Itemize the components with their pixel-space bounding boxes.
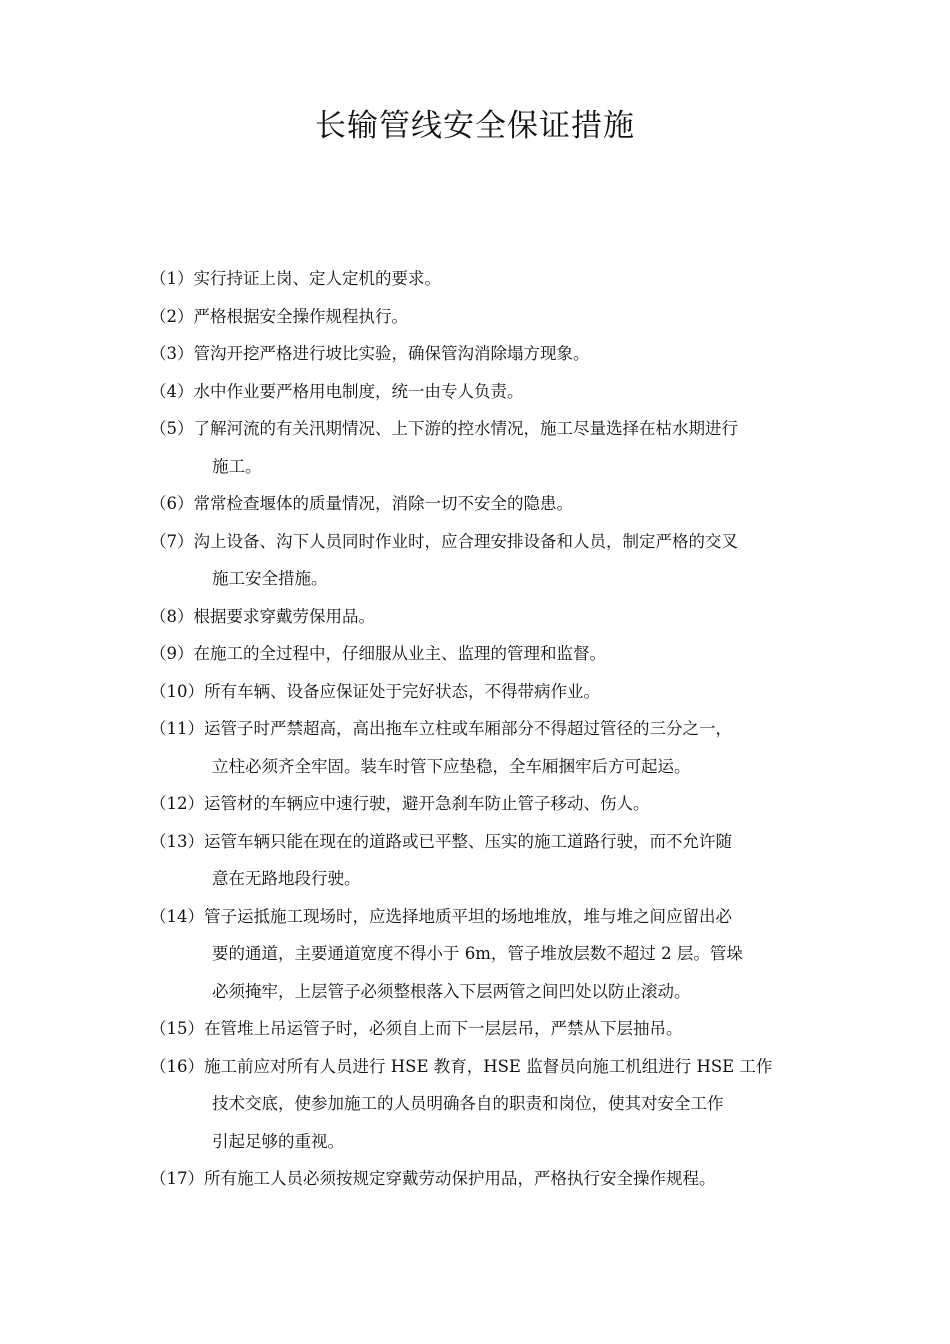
list-item-line-text: 运管车辆只能在现在的道路或已平整、压实的施工道路行驶，而不允许随 xyxy=(204,831,732,851)
list-item-number: （3） xyxy=(150,344,194,363)
list-item-number: （15） xyxy=(150,1019,204,1038)
list-item-line-text: 所有车辆、设备应保证处于完好状态，不得带病作业。 xyxy=(204,681,600,701)
list-item xyxy=(150,898,830,1011)
list-item-text xyxy=(150,335,830,373)
list-item-number: （1） xyxy=(150,269,194,288)
list-item-text xyxy=(150,523,830,598)
list-item-number: （5） xyxy=(150,419,194,438)
list-item-number: （4） xyxy=(150,381,194,401)
list-item xyxy=(150,598,830,636)
list-item-first-line xyxy=(150,485,830,523)
list-item-first-line xyxy=(150,1160,830,1198)
list-item-line-text: 了解河流的有关汛期情况、上下游的控水情况，施工尽量选择在枯水期进行 xyxy=(193,419,738,438)
list-item xyxy=(150,635,830,673)
list-item-number: （8） xyxy=(150,606,194,626)
list-item-text xyxy=(150,373,830,411)
list-item xyxy=(150,1048,830,1161)
list-item-line-text: 实行持证上岗、定人定机的要求。 xyxy=(193,269,441,288)
list-item-first-line xyxy=(150,673,830,711)
list-item xyxy=(150,260,830,298)
list-item xyxy=(150,710,830,785)
list-item-line-text: 意在无路地段行驶。 xyxy=(212,869,361,888)
list-item-text xyxy=(150,298,830,336)
list-item-continuation-line xyxy=(150,560,830,598)
list-item-continuation-line xyxy=(150,1123,830,1161)
list-item xyxy=(150,523,830,598)
list-item-line-text: 要的通道，主要通道宽度不得小于 6m，管子堆放层数不超过 2 层。管垛 xyxy=(212,944,743,963)
list-item-first-line xyxy=(150,298,830,336)
list-item-first-line xyxy=(150,373,830,411)
list-item-text xyxy=(150,898,830,1011)
list-item xyxy=(150,410,830,485)
list-item-first-line xyxy=(150,823,830,861)
list-item-text xyxy=(150,1048,830,1161)
list-item xyxy=(150,785,830,823)
list-item-line-text: 常常检查堰体的质量情况，消除一切不安全的隐患。 xyxy=(193,494,573,513)
list-item-line-text: 运管材的车辆应中速行驶，避开急刹车防止管子移动、伤人。 xyxy=(204,794,650,813)
list-item xyxy=(150,298,830,336)
list-item-first-line xyxy=(150,335,830,373)
list-item-line-text: 管子运抵施工现场时，应选择地质平坦的场地堆放，堆与堆之间应留出必 xyxy=(204,906,732,926)
list-item xyxy=(150,823,830,898)
list-item-continuation-line xyxy=(150,935,830,973)
list-item-continuation-line xyxy=(150,860,830,898)
list-item-first-line xyxy=(150,523,830,561)
list-item-text xyxy=(150,1160,830,1198)
list-item-number: （17） xyxy=(150,1169,204,1188)
list-item-text xyxy=(150,785,830,823)
list-item-line-text: 运管子时严禁超高，高出拖车立柱或车厢部分不得超过管径的三分之一， xyxy=(204,719,732,738)
list-item-number: （13） xyxy=(150,831,204,851)
list-item-first-line xyxy=(150,1048,830,1086)
list-item xyxy=(150,673,830,711)
list-item-line-text: 在管堆上吊运管子时，必须自上而下一层层吊，严禁从下层抽吊。 xyxy=(204,1019,683,1038)
list-item-first-line xyxy=(150,260,830,298)
list-item-line-text: 立柱必须齐全牢固。装车时管下应垫稳，全车厢捆牢后方可起运。 xyxy=(212,756,691,776)
list-item-first-line xyxy=(150,635,830,673)
list-item-line-text: 施工。 xyxy=(212,456,262,476)
list-item-line-text: 水中作业要严格用电制度，统一由专人负责。 xyxy=(193,381,524,401)
list-item-text xyxy=(150,635,830,673)
list-item xyxy=(150,373,830,411)
list-item-line-text: 根据要求穿戴劳保用品。 xyxy=(193,606,375,626)
list-item-first-line xyxy=(150,710,830,748)
list-item-number: （14） xyxy=(150,906,204,926)
list-item-number: （6） xyxy=(150,494,194,513)
list-item-line-text: 沟上设备、沟下人员同时作业时，应合理安排设备和人员，制定严格的交叉 xyxy=(193,531,738,551)
list-item-continuation-line xyxy=(150,448,830,486)
list-item-continuation-line xyxy=(150,1085,830,1123)
list-item-number: （10） xyxy=(150,681,204,701)
list-item-line-text: 施工前应对所有人员进行 HSE 教育，HSE 监督员向施工机组进行 HSE 工作 xyxy=(204,1056,773,1076)
list-item-text xyxy=(150,710,830,785)
list-item-continuation-line xyxy=(150,973,830,1011)
list-item-first-line xyxy=(150,410,830,448)
list-item-text xyxy=(150,673,830,711)
list-item-line-text: 在施工的全过程中，仔细服从业主、监理的管理和监督。 xyxy=(193,644,606,663)
list-item-first-line xyxy=(150,1010,830,1048)
list-item-line-text: 施工安全措施。 xyxy=(212,569,328,588)
list-item-line-text: 严格根据安全操作规程执行。 xyxy=(193,306,408,326)
list-item-text xyxy=(150,485,830,523)
measures-list xyxy=(150,260,830,1198)
list-item-text xyxy=(150,1010,830,1048)
list-item-number: （2） xyxy=(150,306,194,326)
list-item-line-text: 必须掩牢，上层管子必须整根落入下层两管之间凹处以防止滚动。 xyxy=(212,981,691,1001)
list-item xyxy=(150,1010,830,1048)
list-item-text xyxy=(150,410,830,485)
list-item-text xyxy=(150,823,830,898)
list-item xyxy=(150,485,830,523)
list-item-number: （7） xyxy=(150,531,194,551)
list-item-line-text: 管沟开挖严格进行坡比实验，确保管沟消除塌方现象。 xyxy=(193,344,590,363)
list-item-line-text: 引起足够的重视。 xyxy=(212,1131,344,1151)
list-item-text xyxy=(150,598,830,636)
list-item-first-line xyxy=(150,598,830,636)
list-item-text xyxy=(150,260,830,298)
list-item-line-text: 技术交底，使参加施工的人员明确各自的职责和岗位，使其对安全工作 xyxy=(212,1094,724,1113)
list-item-continuation-line xyxy=(150,748,830,786)
list-item xyxy=(150,1160,830,1198)
list-item xyxy=(150,335,830,373)
document-title: 长输管线安全保证措施 xyxy=(315,108,635,144)
list-item-number: （12） xyxy=(150,794,204,813)
list-item-number: （16） xyxy=(150,1056,204,1076)
list-item-number: （9） xyxy=(150,644,194,663)
list-item-first-line xyxy=(150,898,830,936)
list-item-first-line xyxy=(150,785,830,823)
list-item-line-text: 所有施工人员必须按规定穿戴劳动保护用品，严格执行安全操作规程。 xyxy=(204,1169,716,1188)
list-item-number: （11） xyxy=(150,719,204,738)
